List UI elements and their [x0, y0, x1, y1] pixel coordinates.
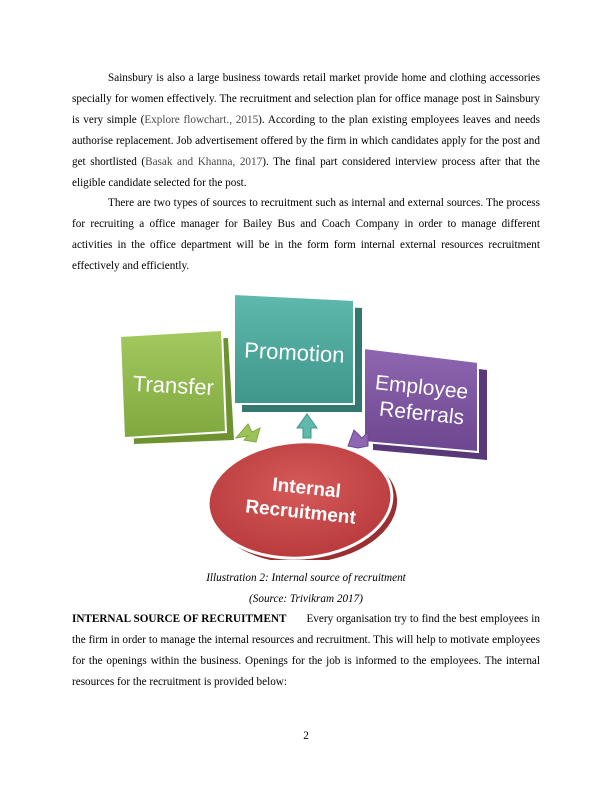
internal-label: Internal	[271, 474, 342, 503]
section-heading: INTERNAL SOURCE OF RECRUITMENT	[72, 613, 287, 625]
employee-referrals-label-line2: Referrals	[378, 397, 466, 430]
paragraph-text: ). According to the plan existing employees leaves and needs authorise replacement. Job advertisement offered by the firm in which candidates apply for the post and get shortlisted (	[72, 113, 540, 168]
paragraph-internal-source	[72, 609, 540, 693]
page-number: 2	[303, 730, 309, 742]
internal-recruitment-diagram	[112, 290, 502, 560]
transfer-label: Transfer	[132, 370, 215, 401]
illustration-caption: Illustration 2: Internal source of recruitment	[206, 572, 406, 584]
illustration-source: (Source: Trivikram 2017)	[249, 593, 363, 605]
paragraph-sources: There are two types of sources to recruitment such as internal and external sources. The process for recruiting a office manager for Bailey Bus and Coach Company in order to manage different activities in the office department will be in the form form internal external resources recruitment effectively and efficiently.	[72, 197, 540, 272]
employee-referrals-box	[364, 348, 487, 460]
transfer-box	[120, 330, 234, 444]
recruitment-label: Recruitment	[244, 496, 357, 529]
paragraph-sainsbury	[72, 68, 540, 193]
paragraph-text: Every organisation try to find the best employees in the firm in order to manage the internal resources and recruitment. This will help to motivate employees for the openings within the business. Openings for the job is informed to the employees. The internal resources for the recruitment is provided below:	[72, 613, 540, 688]
internal-recruitment-ellipse	[204, 436, 401, 560]
promotion-box	[234, 294, 362, 412]
arrow-to-transfer-icon	[236, 424, 260, 442]
arrow-to-promotion-icon	[297, 414, 317, 438]
citation-explore-flowchart: Explore flowchart., 2015	[144, 113, 259, 126]
promotion-label: Promotion	[243, 337, 346, 368]
paragraph-text: ). The final part considered interview process after that the eligible candidate selected for the post.	[72, 155, 540, 189]
paragraph-text: Sainsbury is also a large business towards retail market provide home and clothing accessories specially for women effectively. The recruitment and selection plan for office manage post in Sainsbury is very simple (	[72, 72, 540, 126]
citation-basak-khanna: Basak and Khanna, 2017	[145, 155, 263, 168]
employee-referrals-label-line1: Employee	[374, 371, 470, 404]
